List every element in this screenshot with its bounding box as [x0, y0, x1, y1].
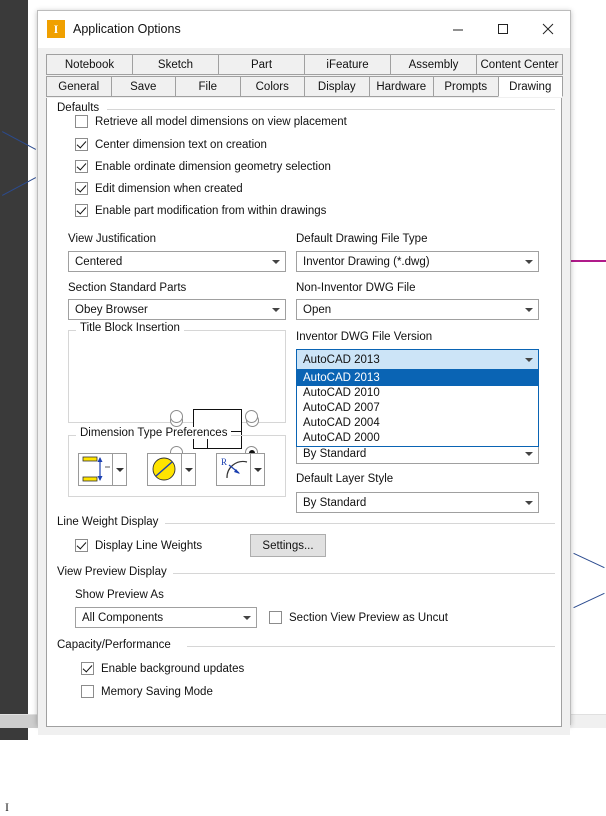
capacity-performance-label: Capacity/Performance [57, 639, 177, 651]
checkbox-box [75, 539, 88, 552]
checkbox-display-line-weights[interactable] [75, 539, 202, 552]
tab-prompts[interactable]: Prompts [433, 76, 499, 97]
window-controls [435, 11, 570, 47]
dropdown-option-autocad-2013[interactable]: AutoCAD 2013 [297, 371, 538, 386]
tab-ifeature[interactable]: iFeature [304, 54, 391, 75]
default-drawing-file-type-value: Inventor Drawing (*.dwg) [303, 255, 430, 268]
radial-dimension-type-button[interactable] [216, 453, 251, 486]
checkbox-label: Edit dimension when created [95, 182, 243, 195]
svg-text:R: R [221, 457, 228, 467]
drawing-settings-panel [46, 98, 562, 727]
status-glyph: I [5, 800, 9, 814]
checkbox-center-dimension-text[interactable] [75, 138, 267, 151]
radio-title-block-top-left-pos[interactable] [170, 410, 183, 423]
checkbox-box [75, 182, 88, 195]
inventor-dwg-file-version-label: Inventor DWG File Version [296, 331, 433, 343]
background-geometry-line [573, 593, 604, 608]
chevron-down-icon[interactable] [520, 252, 538, 271]
linear-dimension-type-dropdown[interactable] [113, 453, 127, 486]
show-preview-as-combobox[interactable] [75, 607, 257, 628]
inventor-dwg-file-version-combobox[interactable] [296, 349, 539, 370]
checkbox-box [81, 662, 94, 675]
checkbox-label: Section View Preview as Uncut [289, 611, 448, 624]
chevron-down-icon[interactable] [520, 300, 538, 319]
radial-dim-icon [217, 454, 250, 485]
tab-display[interactable]: Display [304, 76, 370, 97]
checkbox-box [75, 115, 88, 128]
checkbox-box [269, 611, 282, 624]
minimize-icon [452, 23, 464, 35]
checkbox-box [75, 160, 88, 173]
non-inventor-dwg-file-combobox[interactable] [296, 299, 539, 320]
non-inventor-dwg-file-label: Non-Inventor DWG File [296, 282, 416, 294]
tab-file[interactable]: File [175, 76, 241, 97]
chevron-down-icon[interactable] [520, 350, 538, 369]
maximize-button[interactable] [480, 11, 525, 47]
defaults-section-rule [107, 109, 555, 110]
maximize-icon [497, 23, 509, 35]
checkbox-box [75, 204, 88, 217]
checkbox-label: Retrieve all model dimensions on view placement [95, 115, 347, 128]
checkbox-label: Memory Saving Mode [101, 685, 213, 698]
radio-title-block-top-right-pos[interactable] [245, 410, 258, 423]
inventor-dwg-file-version-dropdown[interactable] [296, 370, 539, 447]
tab-hardware[interactable]: Hardware [369, 76, 435, 97]
angular-dimension-type-button[interactable] [147, 453, 182, 486]
non-inventor-dwg-file-value: Open [303, 303, 332, 316]
dropdown-option-autocad-2000[interactable]: AutoCAD 2000 [303, 432, 380, 444]
view-justification-value: Centered [75, 255, 123, 268]
show-preview-as-label: Show Preview As [75, 589, 164, 601]
section-standard-parts-combobox[interactable] [68, 299, 286, 320]
defaults-section-label: Defaults [57, 102, 105, 114]
obscured-standard-value: By Standard [303, 447, 367, 460]
section-standard-parts-value: Obey Browser [75, 303, 148, 316]
dialog-body [38, 48, 570, 735]
tab-content-center[interactable]: Content Center [476, 54, 563, 75]
tab-notebook[interactable]: Notebook [46, 54, 133, 75]
minimize-button[interactable] [435, 11, 480, 47]
close-icon [542, 23, 554, 35]
angular-dimension-type-dropdown[interactable] [182, 453, 196, 486]
view-preview-display-rule [165, 573, 555, 574]
checkbox-label: Enable ordinate dimension geometry selection [95, 160, 331, 173]
default-layer-style-value: By Standard [303, 496, 367, 509]
tab-drawing[interactable]: Drawing [498, 76, 564, 97]
background-geometry-line [573, 553, 604, 568]
tab-row-upper [46, 54, 562, 75]
capacity-performance-rule [187, 646, 555, 647]
tab-assembly[interactable]: Assembly [390, 54, 477, 75]
angular-dim-icon [148, 454, 181, 485]
tab-strip [38, 48, 570, 97]
dropdown-option-autocad-2007[interactable]: AutoCAD 2007 [303, 402, 380, 414]
linear-dim-icon [79, 454, 112, 485]
application-icon: I [47, 20, 65, 38]
default-drawing-file-type-label: Default Drawing File Type [296, 233, 428, 245]
chevron-down-icon[interactable] [267, 300, 285, 319]
tab-colors[interactable]: Colors [240, 76, 306, 97]
tab-general[interactable]: General [46, 76, 112, 97]
chevron-down-icon[interactable] [238, 608, 256, 627]
chevron-down-icon[interactable] [520, 493, 538, 512]
checkbox-label: Enable part modification from within drawings [95, 204, 327, 217]
line-weight-display-label: Line Weight Display [57, 516, 164, 528]
background-geometry-line [568, 260, 606, 262]
checkbox-section-view-preview-uncut[interactable] [269, 611, 448, 624]
section-standard-parts-label: Section Standard Parts [68, 282, 187, 294]
checkbox-retrieve-model-dimensions[interactable] [75, 115, 347, 128]
tab-row-lower [46, 76, 562, 97]
default-layer-style-combobox[interactable] [296, 492, 539, 513]
inventor-dwg-file-version-value: AutoCAD 2013 [303, 353, 380, 366]
dropdown-option-autocad-2010[interactable]: AutoCAD 2010 [303, 387, 380, 399]
default-layer-style-label: Default Layer Style [296, 473, 394, 485]
checkbox-label: Enable background updates [101, 662, 245, 675]
view-justification-combobox[interactable] [68, 251, 286, 272]
dialog-titlebar[interactable] [38, 11, 570, 48]
checkbox-label: Center dimension text on creation [95, 138, 267, 151]
checkbox-enable-part-modification[interactable] [75, 204, 326, 217]
linear-dimension-type-button[interactable] [78, 453, 113, 486]
checkbox-ordinate-dimension-selection[interactable] [75, 160, 331, 173]
checkbox-box [81, 685, 94, 698]
checkbox-memory-saving-mode[interactable] [81, 685, 213, 698]
close-button[interactable] [525, 11, 570, 47]
tab-sketch[interactable]: Sketch [132, 54, 219, 75]
background-left-panel [0, 0, 28, 740]
show-preview-as-value: All Components [82, 611, 164, 624]
checkbox-label: Display Line Weights [95, 539, 203, 552]
dimension-type-preferences-legend: Dimension Type Preferences [76, 427, 231, 439]
dropdown-option-autocad-2004[interactable]: AutoCAD 2004 [303, 417, 380, 429]
tab-save[interactable]: Save [111, 76, 177, 97]
application-options-dialog [37, 10, 571, 725]
chevron-down-icon[interactable] [267, 252, 285, 271]
checkbox-box [75, 138, 88, 151]
view-preview-display-label: View Preview Display [57, 566, 173, 578]
checkbox-enable-background-updates[interactable] [81, 662, 244, 675]
default-drawing-file-type-combobox[interactable] [296, 251, 539, 272]
view-justification-label: View Justification [68, 233, 156, 245]
line-weight-settings-button[interactable]: Settings... [250, 534, 326, 557]
line-weight-display-rule [165, 523, 555, 524]
title-block-insertion-legend: Title Block Insertion [76, 322, 184, 334]
tab-part[interactable]: Part [218, 54, 305, 75]
dialog-title: Application Options [73, 22, 181, 36]
checkbox-edit-dimension-when-created[interactable] [75, 182, 243, 195]
radial-dimension-type-dropdown[interactable] [251, 453, 265, 486]
